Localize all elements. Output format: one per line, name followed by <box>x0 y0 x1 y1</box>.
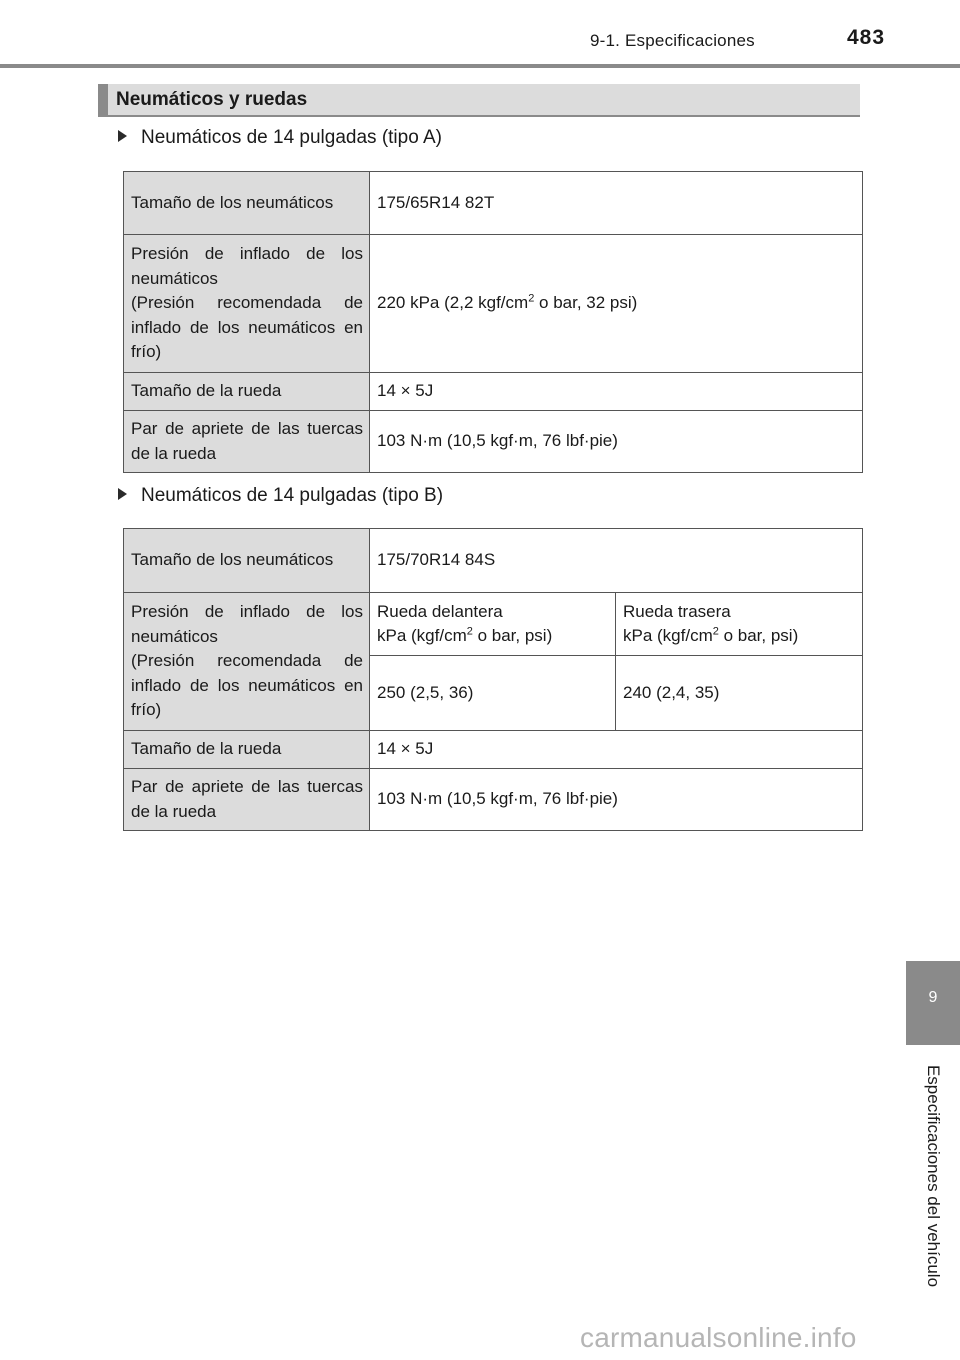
subheading-type-a <box>118 127 442 149</box>
lug-nut-torque-value: 103 N·m (10,5 kgf·m, 76 lbf·pie) <box>370 769 863 831</box>
table-row <box>124 172 863 235</box>
front-pressure-value: 250 (2,5, 36) <box>370 656 616 731</box>
rear-pressure-value: 240 (2,4, 35) <box>616 656 863 731</box>
section-title: Neumáticos y ruedas <box>116 89 308 110</box>
subheading-type-a-text: Neumáticos de 14 pulgadas (tipo A) <box>141 127 443 148</box>
front-unit-text-end: o bar, psi) <box>472 626 553 645</box>
tire-size-label: Tamaño de los neumáticos <box>124 529 370 593</box>
page-number: 483 <box>847 26 886 49</box>
pressure-value-text: 220 kPa (2,2 kgf/cm <box>377 293 529 313</box>
superscript: 2 <box>528 292 535 305</box>
front-wheel-header-title: Rueda delantera <box>377 601 503 621</box>
superscript: 2 <box>466 625 473 638</box>
rear-wheel-header <box>616 593 863 656</box>
header-divider <box>0 64 960 68</box>
rear-unit-text-end: o bar, psi) <box>718 626 799 645</box>
rear-unit-text: kPa (kgf/cm <box>623 626 713 645</box>
tire-size-value: 175/65R14 82T <box>370 172 863 235</box>
wheel-size-label: Tamaño de la rueda <box>124 731 370 769</box>
tire-size-value: 175/70R14 84S <box>370 529 863 593</box>
wheel-size-value: 14 × 5J <box>370 731 863 769</box>
rear-wheel-header-title: Rueda trasera <box>623 601 731 621</box>
wheel-size-value: 14 × 5J <box>370 373 863 411</box>
front-unit-text: kPa (kgf/cm <box>377 626 467 645</box>
triangle-bullet-icon <box>118 488 127 500</box>
tire-size-label: Tamaño de los neumáticos <box>124 172 370 235</box>
front-wheel-header <box>370 593 616 656</box>
wheel-size-label: Tamaño de la rueda <box>124 373 370 411</box>
table-row <box>124 373 863 411</box>
inflation-pressure-label-line1: Presión de inflado de los neumáticos <box>131 602 363 646</box>
table-row <box>124 411 863 473</box>
chapter-tab <box>906 961 960 1045</box>
spec-table-type-b <box>123 528 863 831</box>
inflation-pressure-label-line2: (Presión recomendada de inflado de los neumáticos en frío) <box>131 293 363 362</box>
inflation-pressure-value <box>370 235 863 373</box>
triangle-bullet-icon <box>118 130 127 142</box>
inflation-pressure-label-line1: Presión de inflado de los neumáticos <box>131 244 363 288</box>
chapter-tab-number: 9 <box>928 989 938 1006</box>
watermark-text: carmanualsonline.info <box>580 1322 857 1353</box>
chapter-section-title: 9-1. Especificaciones <box>590 31 755 50</box>
inflation-pressure-label <box>124 235 370 373</box>
pressure-value-text-end: o bar, 32 psi) <box>534 293 638 313</box>
lug-nut-torque-label: Par de apriete de las tuercas de la rueda <box>124 769 370 831</box>
table-row <box>124 529 863 593</box>
table-row <box>124 769 863 831</box>
lug-nut-torque-value: 103 N·m (10,5 kgf·m, 76 lbf·pie) <box>370 411 863 473</box>
subheading-type-b <box>118 485 443 507</box>
section-heading-accent <box>98 84 108 115</box>
table-row <box>124 235 863 373</box>
inflation-pressure-label <box>124 593 370 731</box>
chapter-tab-label: Especificaciones del vehículo <box>924 1064 943 1288</box>
inflation-pressure-label-line2: (Presión recomendada de inflado de los neumáticos en frío) <box>131 651 363 720</box>
superscript: 2 <box>712 625 719 638</box>
section-heading-bar <box>98 84 860 117</box>
table-row <box>124 731 863 769</box>
subheading-type-b-text: Neumáticos de 14 pulgadas (tipo B) <box>141 485 444 506</box>
spec-table-type-a <box>123 171 863 473</box>
lug-nut-torque-label: Par de apriete de las tuercas de la rueda <box>124 411 370 473</box>
table-row <box>124 593 863 656</box>
